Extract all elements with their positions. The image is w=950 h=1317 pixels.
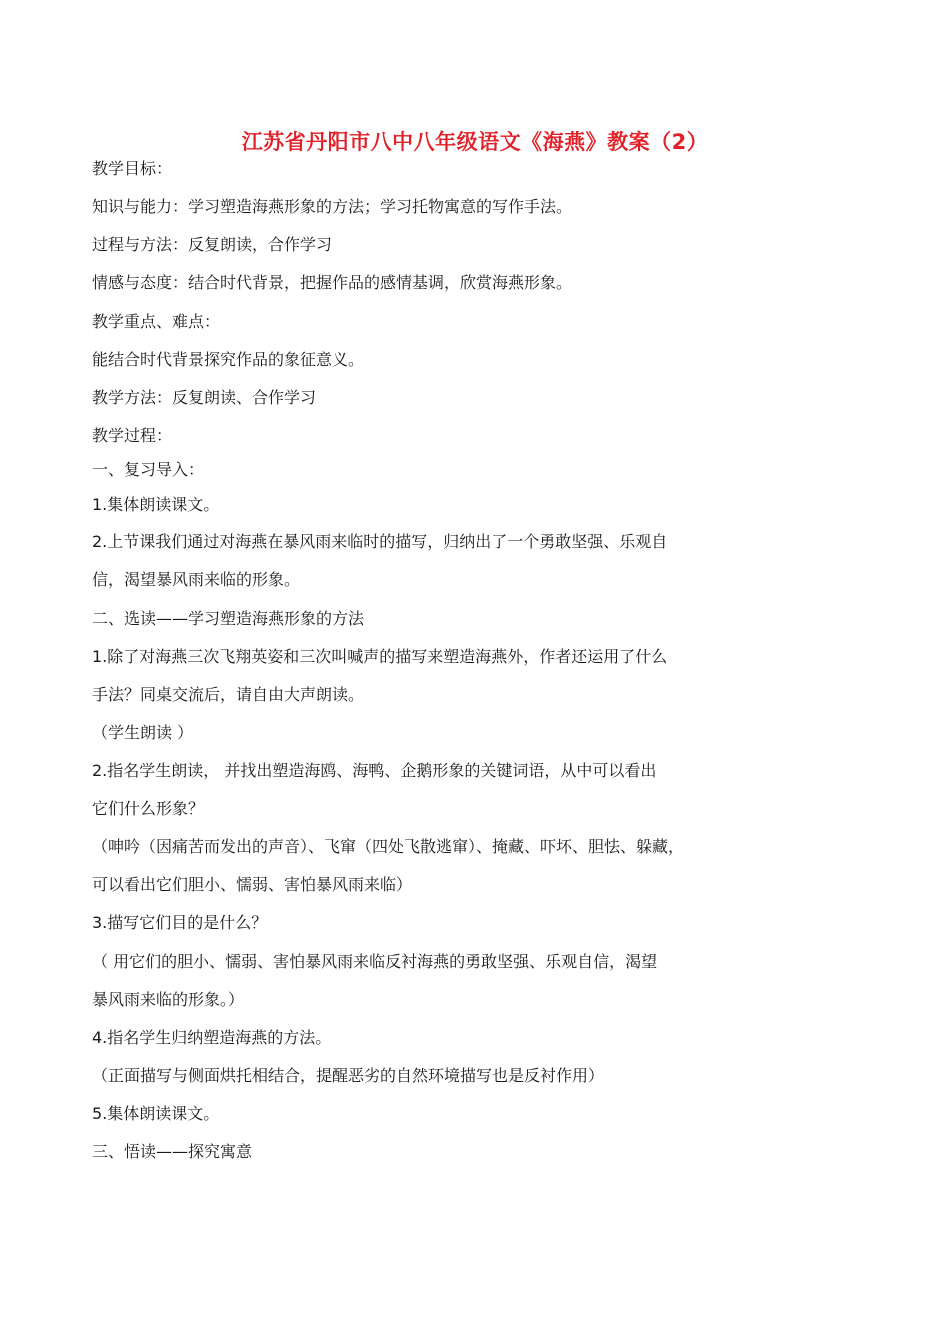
text-line: 暴风雨来临的形象。）	[92, 990, 245, 1009]
text-line: （ 用它们的胆小、懦弱、害怕暴风雨来临反衬海燕的勇敢坚强、乐观自信，渴望	[92, 952, 658, 971]
text-line: （正面描写与侧面烘托相结合，提醒恶劣的自然环境描写也是反衬作用）	[92, 1066, 605, 1085]
text-line: 信，渴望暴风雨来临的形象。	[92, 570, 301, 589]
text-line: 可以看出它们胆小、懦弱、害怕暴风雨来临）	[92, 875, 413, 894]
text-line: 手法？同桌交流后，请自由大声朗读。	[92, 685, 365, 704]
text-line: 2.上节课我们通过对海燕在暴风雨来临时的描写，归纳出了一个勇敢坚强、乐观自	[92, 532, 668, 551]
text-line: 2.指名学生朗读， 并找出塑造海鸥、海鸭、企鹅形象的关键词语，从中可以看出	[92, 761, 657, 780]
text-line: 知识与能力：学习塑造海燕形象的方法；学习托物寓意的写作手法。	[92, 197, 573, 216]
text-line: （学生朗读 ）	[92, 723, 194, 742]
document-title: 江苏省丹阳市八中八年级语文《海燕》教案（2）	[241, 130, 709, 154]
text-line: 5.集体朗读课文。	[92, 1104, 220, 1123]
text-line: 教学方法：反复朗读、合作学习	[92, 388, 317, 407]
text-line: 1.集体朗读课文。	[92, 495, 220, 514]
text-line: 三、悟读——探究寓意	[92, 1142, 253, 1161]
text-line: 能结合时代背景探究作品的象征意义。	[92, 350, 365, 369]
text-line: 二、选读——学习塑造海燕形象的方法	[92, 609, 365, 628]
text-line: 教学过程：	[92, 426, 173, 445]
text-line: 1.除了对海燕三次飞翔英姿和三次叫喊声的描写来塑造海燕外，作者还运用了什么	[92, 647, 668, 666]
text-line: 教学目标：	[92, 159, 173, 178]
text-line: 它们什么形象？	[92, 799, 205, 818]
text-line: 一、复习导入：	[92, 460, 205, 479]
text-line: 过程与方法：反复朗读，合作学习	[92, 235, 333, 254]
text-line: 3.描写它们目的是什么？	[92, 913, 268, 932]
text-line: 4.指名学生归纳塑造海燕的方法。	[92, 1028, 332, 1047]
text-line: 教学重点、难点：	[92, 312, 221, 331]
text-line: 情感与态度：结合时代背景，把握作品的感情基调，欣赏海燕形象。	[92, 273, 573, 292]
text-line: （呻吟（因痛苦而发出的声音）、飞窜（四处飞散逃窜）、掩藏、吓坏、胆怯、躲藏，	[92, 837, 685, 856]
